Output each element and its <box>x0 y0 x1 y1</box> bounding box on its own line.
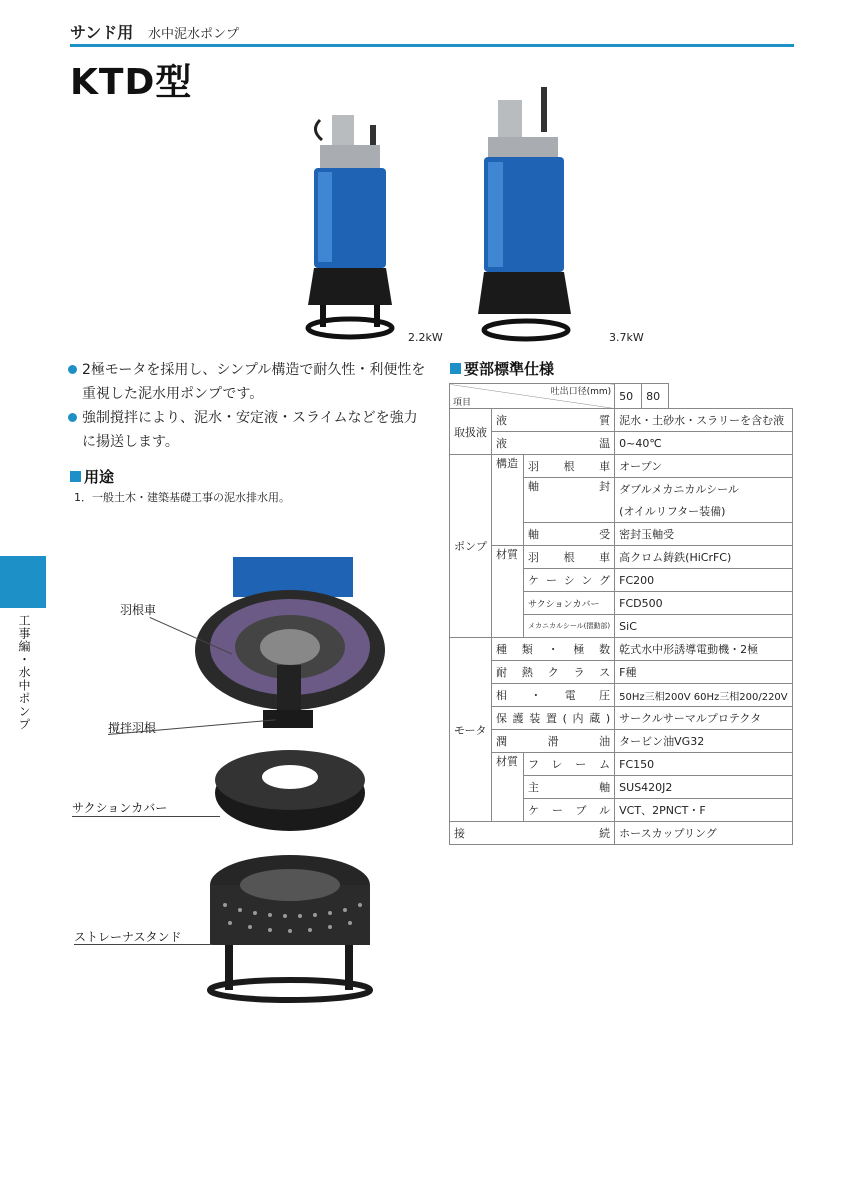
cell-value: サークルサーマルプロテクタ <box>615 707 793 730</box>
feature-list <box>68 358 428 454</box>
row-label: ケーシング <box>524 569 615 592</box>
photo-caption-2-2kw: 2.2kW <box>408 331 443 344</box>
square-icon <box>70 471 81 482</box>
feature-item: 強制撹拌により、泥水・安定液・スライムなどを強力に揚送します。 <box>68 406 428 454</box>
table-row <box>450 753 793 776</box>
usage-heading: 用途 <box>70 466 114 487</box>
row-label: メカニカルシール(摺動部) <box>524 615 615 638</box>
cell-value: ホースカップリング <box>615 822 793 845</box>
bullet-icon <box>68 365 77 374</box>
cell-value: 高クロム鋳鉄(HiCrFC) <box>615 546 793 569</box>
table-row <box>450 661 793 684</box>
table-header-cell <box>450 384 615 409</box>
table-row <box>450 432 793 455</box>
table-row <box>450 684 793 707</box>
part-label-strainer-stand: ストレーナスタンド <box>74 930 182 944</box>
group-liquid: 取扱液 <box>450 409 492 455</box>
row-label: フレーム <box>524 753 615 776</box>
row-label: 耐熱クラス <box>492 661 615 684</box>
row-label: ケーブル <box>524 799 615 822</box>
usage-item: 1．一般土木・建築基礎工事の泥水排水用。 <box>74 491 290 504</box>
cell-value: 50Hz三相200V 60Hz三相200/220V <box>615 684 793 707</box>
table-row <box>450 546 793 569</box>
cell-value: F種 <box>615 661 793 684</box>
bore-label: 吐出口径(mm) <box>550 387 612 397</box>
size-50: 50 <box>615 384 642 409</box>
photo-caption-3-7kw: 3.7kW <box>609 331 644 344</box>
cell-value: SUS420J2 <box>615 776 793 799</box>
leader-line <box>74 944 212 945</box>
row-label: 相・電圧 <box>492 684 615 707</box>
cell-value: タービン油VG32 <box>615 730 793 753</box>
table-row <box>450 455 793 478</box>
cell-value: オープン <box>615 455 793 478</box>
row-label: 液 温 <box>492 432 615 455</box>
sub-material: 材質 <box>492 753 524 822</box>
cell-value: 密封玉軸受 <box>615 523 793 546</box>
feature-item: 2極モータを採用し、シンプル構造で耐久性・利便性を重視した泥水用ポンプです。 <box>68 358 428 406</box>
part-label-suction-cover: サクションカバー <box>72 801 168 815</box>
pump-photo-2-2kw <box>300 100 410 345</box>
table-row <box>450 409 793 432</box>
sub-structure: 構造 <box>492 455 524 546</box>
group-pump: ポンプ <box>450 455 492 638</box>
cell-value: 乾式水中形誘導電動機・2極 <box>615 638 793 661</box>
cell-value: ダブルメカニカルシール <box>615 478 793 501</box>
row-label: 羽根車 <box>524 546 615 569</box>
part-label-impeller: 羽根車 <box>120 603 157 617</box>
cell-value: 0~40℃ <box>615 432 793 455</box>
table-row <box>450 707 793 730</box>
size-80: 80 <box>642 384 669 409</box>
cell-value: 泥水・土砂水・スラリーを含む液 <box>615 409 793 432</box>
cell-value: (オイルリフター装備) <box>615 500 793 523</box>
cell-value: VCT、2PNCT・F <box>615 799 793 822</box>
spec-heading: 要部標準仕様 <box>450 358 554 379</box>
item-label: 項目 <box>453 398 472 408</box>
category-title: サンド用 <box>70 23 134 42</box>
header-rule <box>70 44 794 47</box>
group-motor: モータ <box>450 638 492 822</box>
pump-photo-3-7kw <box>476 82 586 344</box>
row-label: 潤 油 滑 <box>492 730 615 753</box>
model-title: KTD型 <box>70 62 193 103</box>
table-row <box>450 822 793 845</box>
part-label-agitator: 撹拌羽根 <box>108 721 157 735</box>
leader-line <box>72 816 220 817</box>
side-tab-text: 工事編・水中ポンプ <box>17 614 31 731</box>
cell-value: SiC <box>615 615 793 638</box>
row-label: 液 質 <box>492 409 615 432</box>
row-label: 主 軸 <box>524 776 615 799</box>
row-label: サクションカバー <box>524 592 615 615</box>
category-subtitle: 水中泥水ポンプ <box>148 27 240 42</box>
table-row <box>450 638 793 661</box>
table-row <box>450 384 793 409</box>
table-row <box>450 730 793 753</box>
row-label: 保護装置(内蔵) <box>492 707 615 730</box>
sub-material: 材質 <box>492 546 524 638</box>
row-label: 種類・極数 <box>492 638 615 661</box>
row-label: 羽根車 <box>524 455 615 478</box>
row-label: 軸 受 <box>524 523 615 546</box>
cell-value: FCD500 <box>615 592 793 615</box>
cell-value: FC150 <box>615 753 793 776</box>
cell-value: FC200 <box>615 569 793 592</box>
row-label: 接 続 <box>450 822 615 845</box>
bullet-icon <box>68 413 77 422</box>
parts-exploded-illustration <box>195 555 395 1015</box>
spec-table <box>449 383 793 845</box>
side-tab <box>0 556 46 608</box>
row-label: 軸 封 <box>524 478 615 523</box>
square-icon <box>450 363 461 374</box>
